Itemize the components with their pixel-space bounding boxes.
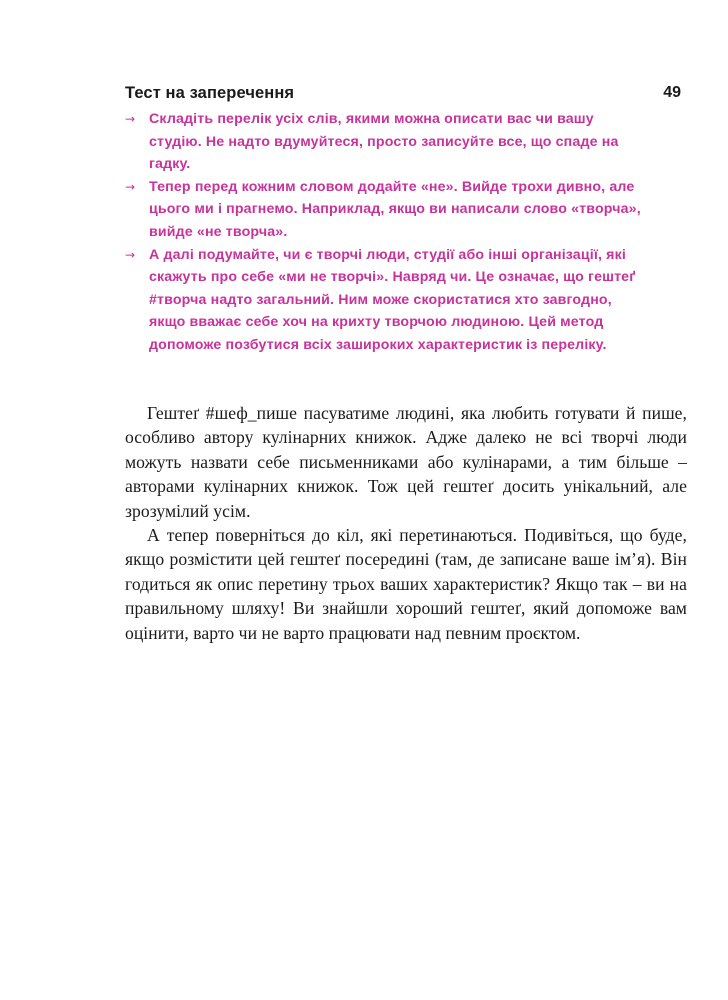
body-text [125, 401, 687, 645]
list-item-text: Складіть перелік усіх слів, якими можна описати вас чи вашу студію. Не надто вдумуйтеся, просто записуйте все, що спаде на гадку. [149, 111, 619, 173]
list-item-text: Тепер перед кожним словом додайте «не». Вийде трохи дивно, але цього ми і прагнемо. Наприклад, якщо ви написали слово «творча», вийде «не творча». [149, 178, 641, 240]
list-item [125, 244, 645, 357]
page-number: 49 [663, 84, 681, 101]
page-header [125, 84, 685, 106]
paragraph: А тепер поверніться до кіл, які перетинаються. Подивіться, що буде, якщо розмістити цей гештеґ посередині (там, де записане ваше ім’я). Він годиться як опис перетину трьох ваших характеристик? Якщо так – ви на правильному шляху! Ви знайшли хороший гештеґ, який допоможе вам оцінити, варто чи не варто працювати над певним проєктом. [125, 525, 687, 643]
exercise-list [125, 108, 645, 357]
list-item [125, 176, 645, 244]
arrow-right-icon: → [125, 247, 136, 262]
arrow-right-icon: → [125, 179, 136, 194]
arrow-right-icon: → [125, 112, 136, 126]
section-title: Тест на заперечення [125, 84, 295, 102]
list-item-text: А далі подумайте, чи є творчі люди, студії або інші організації, які скажуть про себе «ми не творчі». Навряд чи. Це означає, що гештеґ #творча надто загальний. Ним може скористатися хто завгодно, якщо вважає себе хоч на крихту творчою людиною. Цей метод допоможе позбутися всіх заширoких характеристик із переліку. [149, 246, 636, 353]
paragraph: Гештеґ #шеф_пише пасуватиме людині, яка любить готувати й пише, особливо автору кулінарних книжок. Адже далеко не всі творчі люди можуть назвати себе письменниками або кулінарами, а тим більше – авторами кулінарних книжок. Тож цей гештеґ досить унікальний, але зрозумілий усім. [125, 403, 687, 521]
list-item [125, 108, 645, 176]
